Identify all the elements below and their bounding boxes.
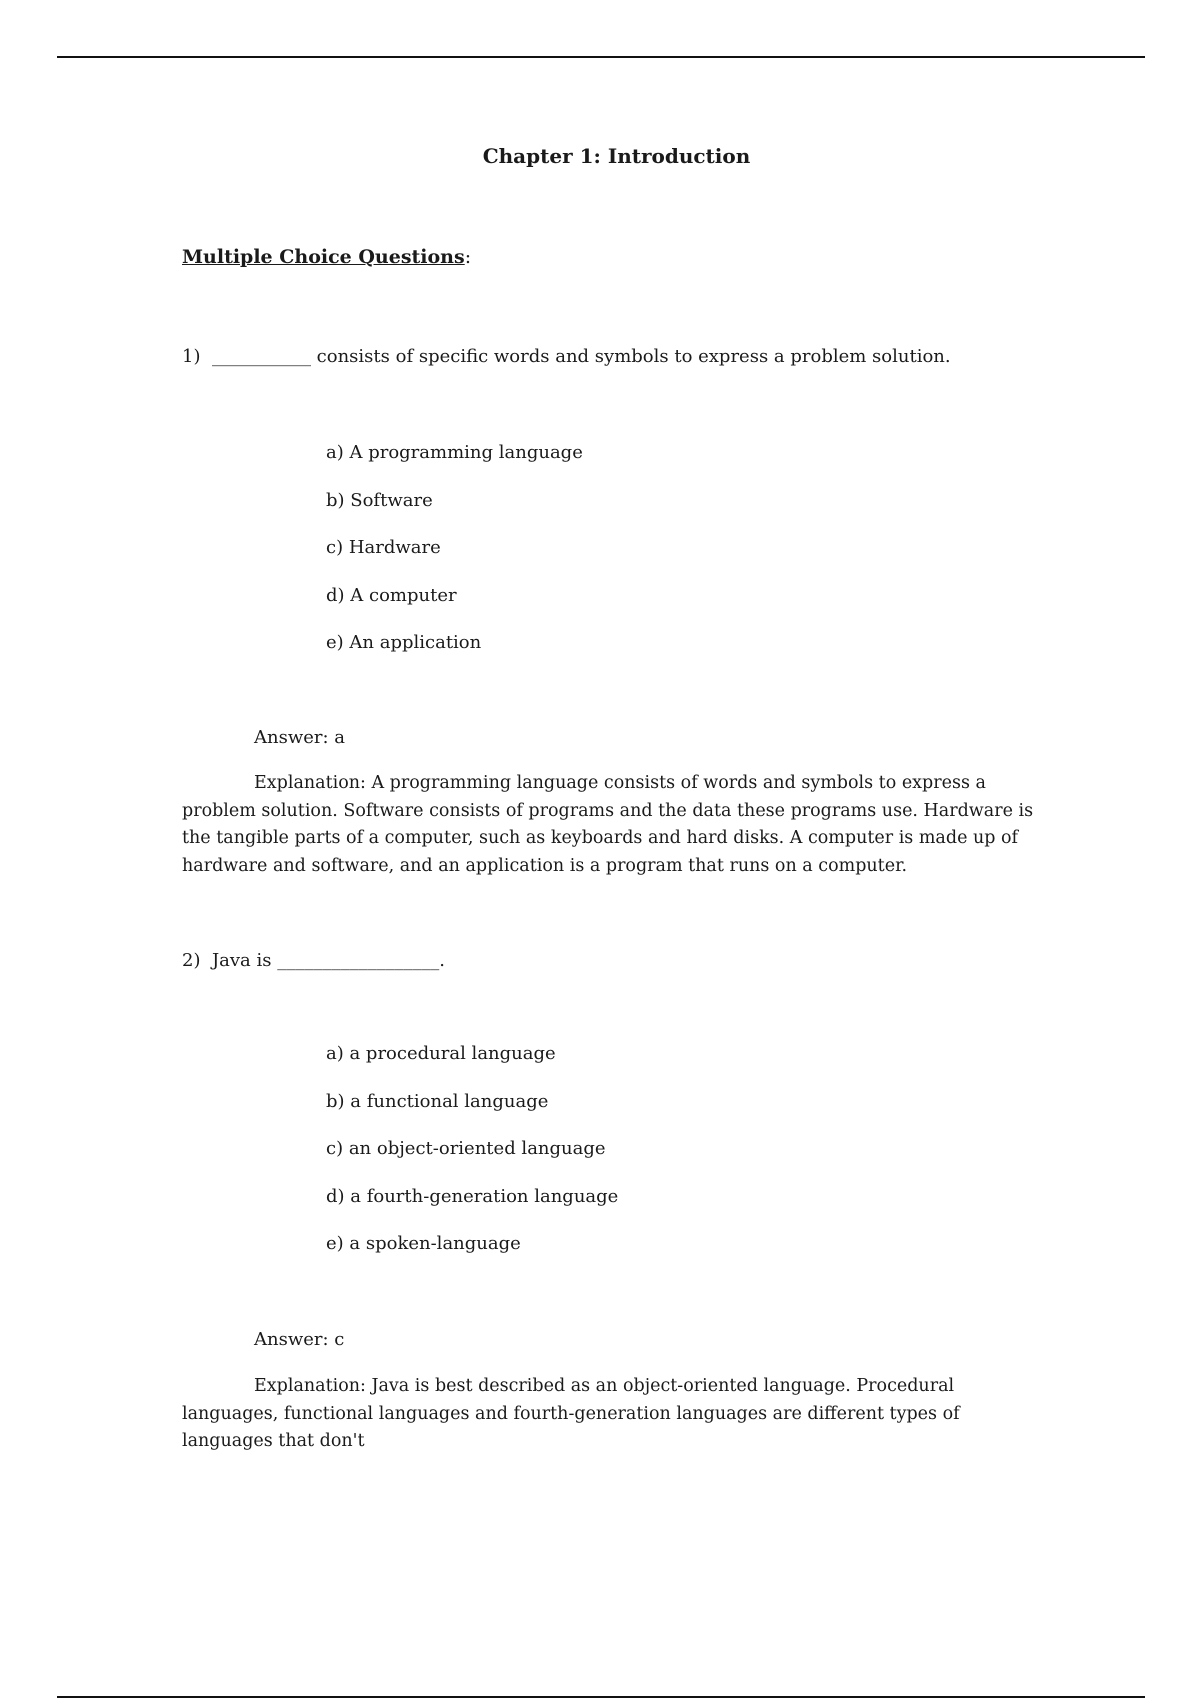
page-title: Chapter 1: Introduction [482,144,751,168]
question-prompt: Java is [211,950,272,971]
question-number: 2) [182,950,201,971]
section-heading [182,246,471,268]
section-heading-text: Multiple Choice Questions [182,246,465,268]
question-2 [182,950,445,971]
question-blank: __________________ [277,950,440,971]
question-end: . [439,950,445,971]
bottom-rule [57,1696,1145,1698]
answer-1: Answer: a [254,727,346,748]
option-2b: b) a functional language [326,1091,549,1112]
section-heading-colon: : [464,246,472,268]
explanation-1: Explanation: A programming language consists of words and symbols to express a problem solution. Software consists of programs and the data these programs use. Hardware is the tangible parts of a computer, such as keyboards and hard disks. A computer is made up of hardware and software, and an application is a program that runs on a computer. [182,773,1034,876]
question-blank: ___________ [211,346,311,367]
option-2a: a) a procedural language [326,1043,556,1064]
question-1 [182,346,951,367]
top-rule [57,56,1145,58]
option-1e: e) An application [326,632,482,653]
option-2c: c) an object-oriented language [326,1138,606,1159]
option-1b: b) Software [326,490,433,511]
question-number: 1) [182,346,201,367]
question-prompt: consists of specific words and symbols to express a problem solution. [316,346,951,367]
option-2d: d) a fourth-generation language [326,1186,619,1207]
answer-2: Answer: c [254,1329,345,1350]
option-2e: e) a spoken-language [326,1233,521,1254]
option-1a: a) A programming language [326,442,583,463]
explanation-2: Explanation: Java is best described as an object-oriented language. Procedural languages, functional languages and fourth-generation languages are different types of languages that don't [182,1376,960,1451]
option-1c: c) Hardware [326,537,441,558]
option-1d: d) A computer [326,585,457,606]
